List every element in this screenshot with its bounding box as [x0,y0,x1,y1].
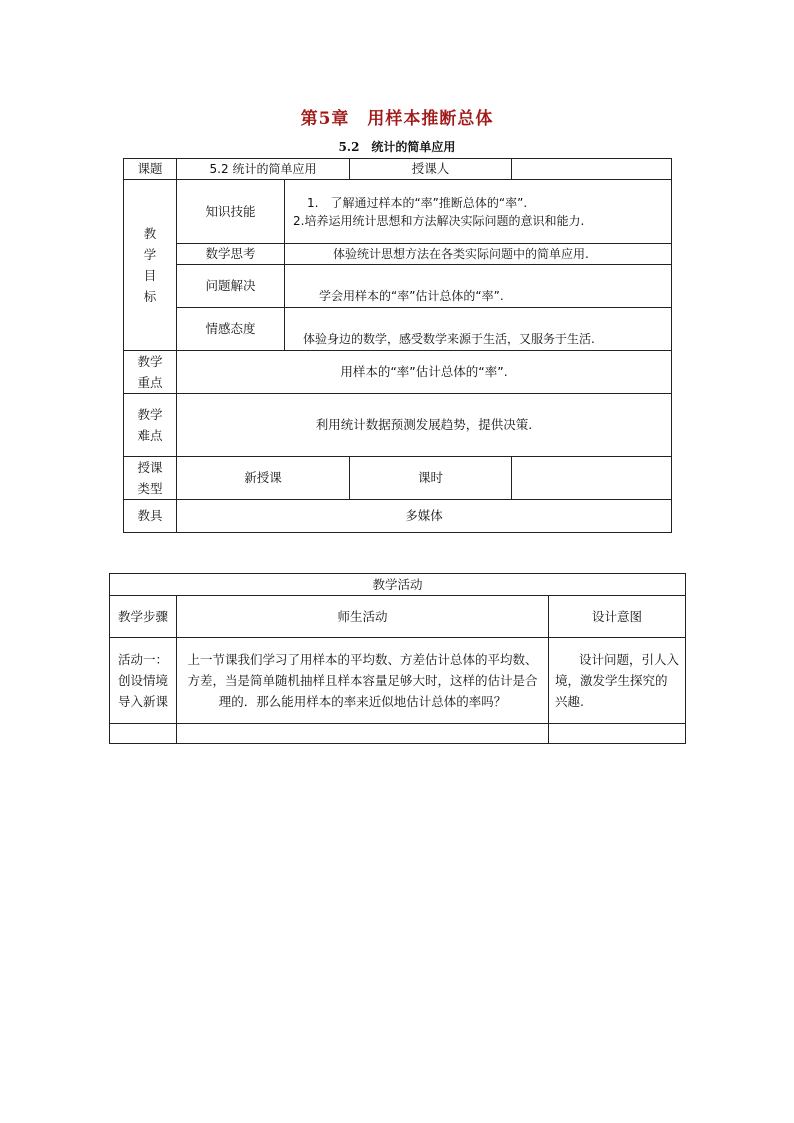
key-points-value: 用样本的“率”估计总体的“率”. [177,351,672,394]
hours-value [512,457,672,500]
teacher-label: 授课人 [350,159,512,180]
activity-intent: 设计问题，引人入境，激发学生探究的兴趣. [549,638,686,724]
topic-value: 5.2 统计的简单应用 [177,159,350,180]
col-intent-header: 设计意图 [549,596,686,638]
key-points-label: 教学 重点 [124,351,177,394]
goal-text-attitude: 体验身边的数学，感受数学来源于生活，又服务于生活. [285,308,672,351]
tools-label: 教具 [124,500,177,533]
type-label: 授课 类型 [124,457,177,500]
difficulties-value: 利用统计数据预测发展趋势，提供决策. [177,394,672,457]
section-title: 5.2 统计的简单应用 [338,140,456,154]
goal-label-attitude: 情感态度 [177,308,285,351]
goal-label-knowledge: 知识技能 [177,180,285,244]
col-step-header: 教学步骤 [110,596,177,638]
goal-label-problem: 问题解决 [177,265,285,308]
hours-label: 课时 [350,457,512,500]
goal-text-problem: 学会用样本的“率”估计总体的“率”. [285,265,672,308]
goal-line: 2.培养运用统计思想和方法解决实际问题的意识和能力. [293,213,585,228]
activities-header: 教学活动 [110,574,686,596]
tools-value: 多媒体 [177,500,672,533]
goal-line: 1. 了解通过样本的“率”推断总体的“率”. [307,195,528,210]
empty-activity-cell [177,724,549,744]
activity-step: 活动一：创设情境导入新课 [110,638,177,724]
goal-text-knowledge [285,180,672,244]
difficulties-label: 教学 难点 [124,394,177,457]
activity-text: 上一节课我们学习了用样本的平均数、方差估计总体的平均数、方差，当是简单随机抽样且样本容量足够大时，这样的估计是合理的．那么能用样本的率来近似地估计总体的率吗？ [177,638,549,724]
activities-table [109,573,686,744]
topic-label: 课题 [124,159,177,180]
teacher-value [512,159,672,180]
empty-step-cell [110,724,177,744]
type-value: 新授课 [177,457,350,500]
chapter-title: 第5章 用样本推断总体 [300,109,494,129]
lesson-plan-table [123,158,672,533]
col-activity-header: 师生活动 [177,596,549,638]
goals-label: 教 学 目 标 [124,180,177,351]
empty-intent-cell [549,724,686,744]
goal-text-thinking: 体验统计思想方法在各类实际问题中的简单应用. [285,244,672,265]
goal-label-thinking: 数学思考 [177,244,285,265]
